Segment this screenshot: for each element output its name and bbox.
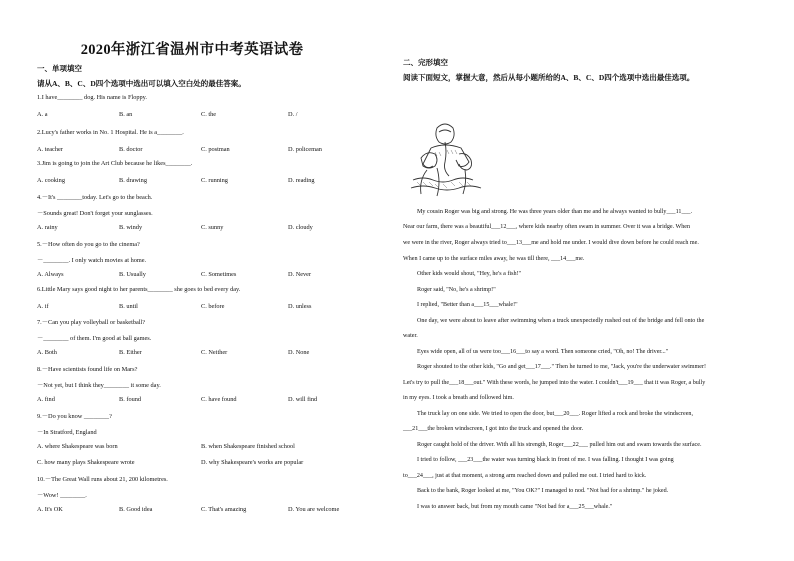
- illustration-swimmers-icon: [407, 118, 484, 200]
- question-line: 3.Jim is going to join the Art Club because he likes________.: [37, 160, 193, 167]
- question-line: 5.－How often do you go to the cinema?: [37, 241, 140, 248]
- option-b: B. an: [119, 110, 133, 118]
- option-c: C. have found: [201, 396, 237, 403]
- option-a: A. where Shakespeare was born: [37, 443, 118, 450]
- passage-line: water.: [403, 333, 418, 339]
- question-line: 7.－Can you play volleyball or basketball?: [37, 319, 146, 326]
- passage-line: Roger shouted to the other kids, "Go and get___17___." Then he turned to me, "Jack, you're the underwater swimmer!: [417, 364, 707, 370]
- option-c: C. the: [201, 110, 217, 118]
- option-b: B. until: [119, 302, 138, 310]
- passage-line: I replied, "Better than a___15___whale!": [417, 302, 518, 308]
- option-c: C. That's amazing: [201, 506, 247, 513]
- question-line: 4.－It's ________today. Let's go to the beach.: [37, 194, 153, 201]
- page-title: 2020年浙江省温州市中考英语试卷: [80, 42, 304, 58]
- part2-heading: 二、完形填空: [403, 58, 448, 67]
- option-c: C. running: [201, 176, 228, 184]
- option-d: D. reading: [288, 176, 315, 184]
- passage-line: I was to answer back, but from my mouth came "Not bad for a___25___whale.": [417, 504, 613, 510]
- option-d: D. policeman: [288, 145, 322, 153]
- option-c: C. Neither: [201, 349, 228, 356]
- question-line: 2.Lucy's father works in No. 1 Hospital. He is a________.: [37, 129, 184, 136]
- passage-line: My cousin Roger was big and strong. He was three years older than me and he always wanted to bully___11___.: [417, 209, 693, 215]
- option-d: D. unless: [288, 302, 312, 310]
- option-d: D. will find: [288, 396, 318, 403]
- option-a: A. teacher: [37, 145, 63, 153]
- passage-line: Other kids would shout, "Hey, he's a fish!": [417, 271, 522, 277]
- option-a: A. cooking: [37, 176, 65, 184]
- part1-heading: 一、单项填空: [37, 64, 82, 73]
- question-line: －In Stratford, England: [37, 428, 97, 436]
- passage-line: The truck lay on one side. We tried to open the door, but___20___. Roger lifted a rock and broke the windscreen,: [417, 411, 694, 417]
- option-d: D. /: [288, 110, 298, 118]
- passage-line: I tried to follow, ___23___the water was turning black in front of me. I was falling. I thought I was going: [417, 457, 674, 463]
- question-line: －Sounds great! Don't forget your sunglasses.: [37, 209, 153, 217]
- option-a: A. rainy: [37, 224, 58, 231]
- option-b: B. found: [119, 396, 142, 403]
- option-d: D. Never: [288, 271, 312, 278]
- option-d: D. You are welcome: [288, 506, 340, 513]
- option-a: A. a: [37, 110, 48, 118]
- option-b: B. Usually: [119, 271, 146, 278]
- option-b: B. windy: [119, 224, 143, 231]
- option-c: C. Sometimes: [201, 271, 237, 278]
- passage-line: ___21___the broken windscreen, I got into the truck and opened the door.: [403, 426, 584, 432]
- part1-instruction: 请从A、B、C、D四个选项中选出可以填入空白处的最佳答案。: [37, 79, 246, 88]
- passage-line: we were in the river, Roger always tried to___13___me and hold me under. I would dive down before he could reach me.: [403, 240, 699, 246]
- passage-line: Eyes wide open, all of us were too___16___to say a word. Then someone cried, "Oh, no! The driver...": [417, 349, 669, 355]
- question-line: －________ of them. I'm good at ball games.: [37, 334, 152, 342]
- question-line: －________. I only watch movies at home.: [37, 256, 147, 264]
- option-b: B. when Shakespeare finished school: [201, 443, 295, 450]
- option-a: A. find: [37, 396, 55, 403]
- option-c: C. how many plays Shakespeare wrote: [37, 458, 135, 466]
- passage-line: Near our farm, there was a beautiful___12___, where kids nearby often swam in summer. Over it was a bridge. When: [403, 224, 691, 230]
- question-line: －Wow! ________.: [37, 491, 87, 499]
- option-b: B. Either: [119, 349, 142, 356]
- question-line: 9.－Do you know ________?: [37, 413, 112, 420]
- option-d: D. why Shakespeare's works are popular: [201, 458, 304, 466]
- passage-line: Roger caught hold of the driver. With all his strength, Roger___22___ pulled him out and swam towards the surface.: [417, 442, 702, 448]
- passage-line: When I came up to the surface miles away, he was till there, ___14___me.: [403, 256, 585, 262]
- option-b: B. doctor: [119, 145, 143, 153]
- part2-instruction: 阅读下面短文，掌握大意，然后从每小题所给的A、B、C、D四个选项中选出最佳选项。: [403, 73, 695, 82]
- question-line: 10.－The Great Wall runs about 21, 200 kilometres.: [37, 476, 168, 483]
- option-a: A. Always: [37, 271, 64, 278]
- passage-line: One day, we were about to leave after swimming when a truck unexpectedly rushed out of the bridge and fell onto the: [417, 318, 705, 324]
- option-a: A. if: [37, 302, 49, 310]
- passage-line: Roger said, "No, he's a shrimp!": [417, 287, 496, 293]
- option-a: A. It's OK: [37, 506, 63, 513]
- passage-line: Let's try to pull the___18___out." With these words, he jumped into the water. I couldn't___19___ that it was Roger, a bully: [403, 380, 706, 386]
- passage-line: Back to the bank, Roger looked at me, "You OK?" I managed to nod. "Not bad for a shrimp." he joked.: [417, 488, 669, 494]
- option-c: C. sunny: [201, 224, 224, 231]
- option-d: D. cloudy: [288, 224, 313, 231]
- question-line: 6.Little Mary says good night to her parents________ she goes to bed every day.: [37, 286, 241, 293]
- passage-line: to___24___, just at that moment, a strong arm reached down and pulled me out. I tried hard to kick.: [403, 473, 647, 479]
- passage-line: in my eyes. I took a breath and followed him.: [403, 395, 514, 401]
- option-c: C. before: [201, 302, 225, 310]
- question-line: －Not yet, but I think they________ it some day.: [37, 381, 161, 389]
- question-line: 8.－Have scientists found life on Mars?: [37, 366, 138, 373]
- option-d: D. None: [288, 349, 310, 356]
- option-b: B. drawing: [119, 176, 147, 184]
- option-a: A. Both: [37, 349, 57, 356]
- option-c: C. postman: [201, 145, 230, 153]
- option-b: B. Good idea: [119, 506, 153, 513]
- question-line: 1.I have________ dog. His name is Floppy.: [37, 94, 147, 101]
